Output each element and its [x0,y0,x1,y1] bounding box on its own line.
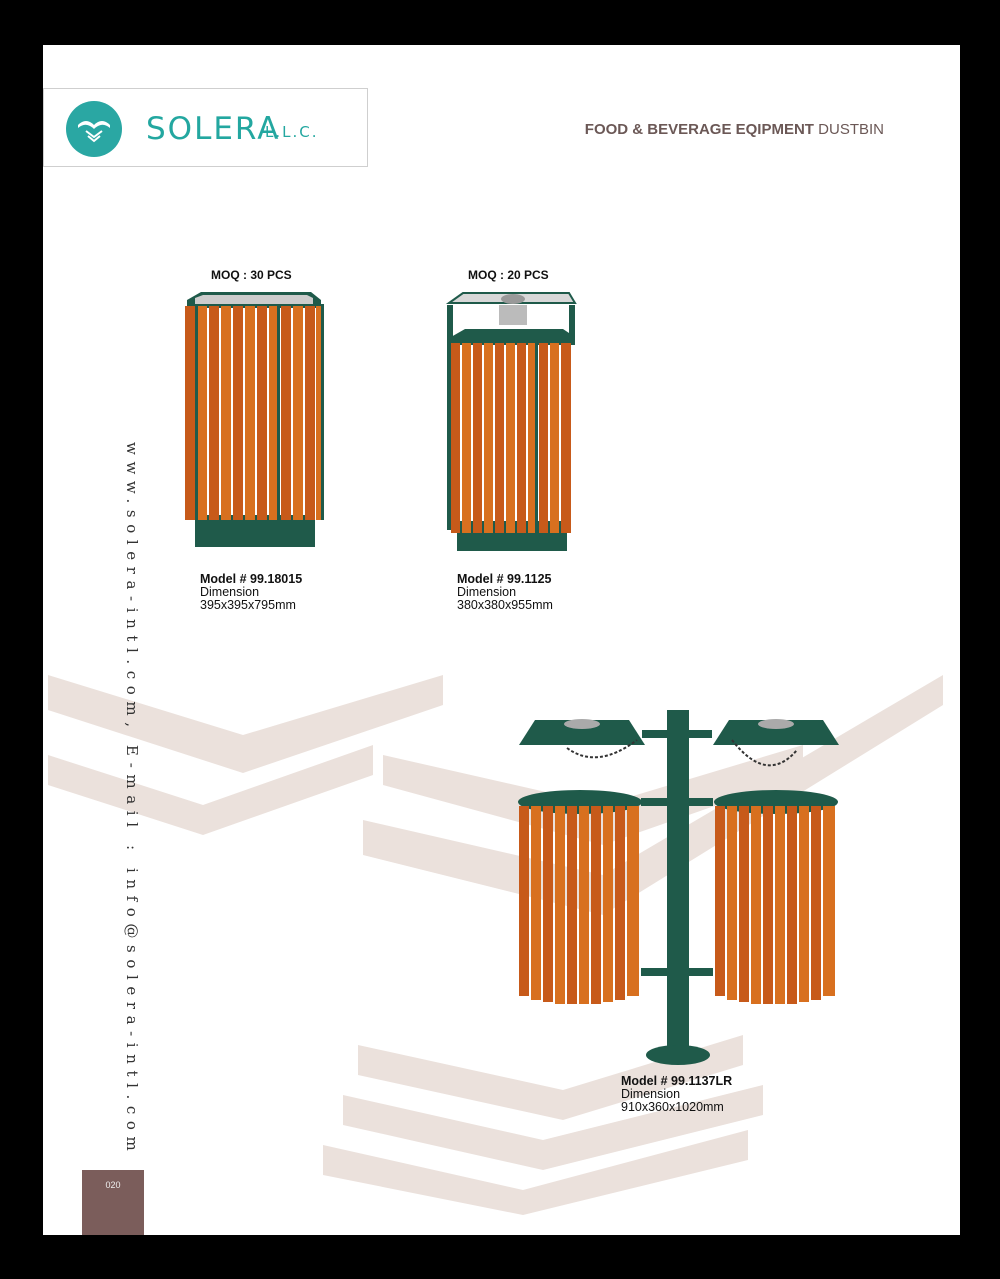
subcategory-label: DUSTBIN [818,121,884,138]
page-title [585,121,884,138]
dimension-label: Dimension [200,585,260,599]
page-number: 020 [105,1180,121,1190]
model-number: Model # 99.1125 [457,572,552,586]
product-image-square-bin [181,290,329,560]
contact-vertical-text: www.solera-intl.com, E-mail : info@solera-intl.com [123,442,141,1158]
product-caption [457,573,553,612]
dimension-label: Dimension [621,1087,681,1101]
product-image-bin-with-ashtray [445,289,580,561]
moq-label: MOQ : 30 PCS [211,268,292,282]
moq-label: MOQ : 20 PCS [468,268,549,282]
dimension-label: Dimension [457,585,517,599]
product-image-double-bin [517,710,842,1075]
dimension-value: 910x360x1020mm [621,1100,724,1114]
product-caption [200,573,302,612]
category-label: FOOD & BEVERAGE EQIPMENT [584,121,814,138]
brand-suffix: L.L.C. [265,123,319,141]
dimension-value: 395x395x795mm [200,598,296,612]
brand-name: SOLERA [146,111,281,147]
company-logo [43,88,368,167]
page-number-tab [82,1170,144,1235]
model-number: Model # 99.18015 [200,572,303,586]
product-caption [621,1075,732,1114]
book-logo-icon [66,101,122,157]
model-number: Model # 99.1137LR [621,1074,733,1088]
dimension-value: 380x380x955mm [457,598,553,612]
catalog-page [43,45,960,1235]
